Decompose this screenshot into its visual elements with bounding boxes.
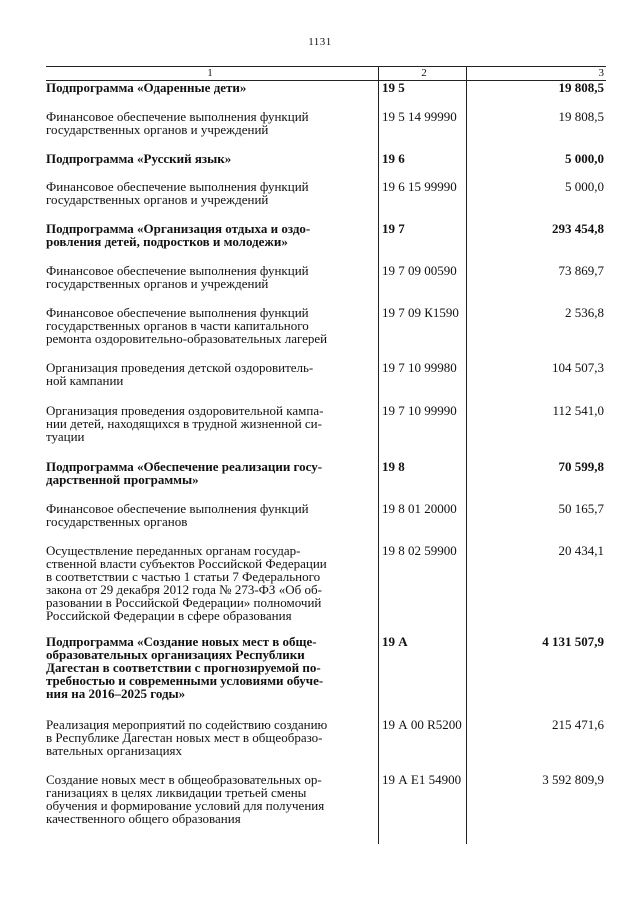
row-amount: 70 599,8: [558, 459, 604, 474]
row-amount: 3 592 809,9: [542, 772, 604, 787]
row-amount: 112 541,0: [552, 403, 604, 418]
column-divider: [466, 66, 467, 844]
budget-table: [46, 66, 606, 826]
row-amount: 73 869,7: [558, 263, 604, 278]
row-amount: 215 471,6: [552, 717, 604, 732]
table-row: [46, 264, 606, 290]
row-code: 19 А Е1 54900: [382, 772, 462, 787]
table-row: [46, 502, 606, 528]
row-code: 19 7 10 99980: [382, 360, 457, 375]
row-code: 19 А: [382, 634, 408, 649]
row-code: 19 5: [382, 80, 405, 95]
column-header-3: 3: [598, 67, 604, 79]
row-code: 19 6 15 99990: [382, 179, 457, 194]
row-amount: 5 000,0: [565, 179, 604, 194]
row-amount: 19 808,5: [558, 109, 604, 124]
table-row: [46, 110, 606, 136]
row-code: 19 7 10 99990: [382, 403, 457, 418]
row-label: Реализация мероприятий по содействию созданию в Республике Дагестан новых мест в общеобразо- вательных организациях: [46, 717, 328, 758]
table-row: [46, 460, 606, 486]
row-label: Осуществление переданных органам государ- ственной власти субъектов Российской Федерации в соответствии с частью 1 статьи 7 Федерального закона от 29 декабря 2012 года № 273-ФЗ «Об об- разовании в Российской Федерации» полномочий Российской Федерации в сфере образования: [46, 543, 327, 623]
row-code: 19 5 14 99990: [382, 109, 457, 124]
row-code: 19 8 01 20000: [382, 501, 457, 516]
row-label: Подпрограмма «Организация отдыха и оздо- ровления детей, подростков и молодежи»: [46, 221, 311, 249]
table-row: [46, 544, 606, 622]
row-label: Подпрограмма «Одаренные дети»: [46, 80, 247, 95]
row-label: Организация проведения оздоровительной кампа- нии детей, находящихся в трудной жизненной си- туации: [46, 403, 324, 444]
row-code: 19 7 09 К1590: [382, 305, 459, 320]
table-row: [46, 306, 606, 345]
table-row: [46, 180, 606, 206]
row-amount: 5 000,0: [565, 151, 604, 166]
page-number: 1131: [308, 36, 332, 48]
table-row: [46, 361, 606, 387]
row-amount: 50 165,7: [558, 501, 604, 516]
row-code: 19 8 02 59900: [382, 543, 457, 558]
row-code: 19 8: [382, 459, 405, 474]
row-code: 19 7 09 00590: [382, 263, 457, 278]
column-divider: [378, 66, 379, 844]
column-header-1: 1: [207, 67, 213, 79]
row-label: Финансовое обеспечение выполнения функций государственных органов в части капитального ремонта оздоровительно-образовательных лагерей: [46, 305, 328, 346]
table-row: [46, 152, 606, 165]
table-row: [46, 404, 606, 443]
row-code: 19 А 00 R5200: [382, 717, 462, 732]
row-label: Организация проведения детской оздоровитель- ной кампании: [46, 360, 314, 388]
row-label: Подпрограмма «Обеспечение реализации госу- дарственной программы»: [46, 459, 323, 487]
table-row: [46, 718, 606, 757]
row-amount: 104 507,3: [552, 360, 604, 375]
row-label: Финансовое обеспечение выполнения функций государственных органов и учреждений: [46, 109, 309, 137]
row-amount: 4 131 507,9: [542, 634, 604, 649]
table-header-row: [46, 66, 606, 81]
row-amount: 19 808,5: [558, 80, 604, 95]
column-header-2: 2: [421, 67, 427, 79]
row-amount: 2 536,8: [565, 305, 604, 320]
row-label: Подпрограмма «Создание новых мест в обще- образовательных организациях Республики Дагестан в соответствии с прогнозируемой по- требностью и современными условиями обуче- ния на 2016–2025 годы»: [46, 634, 324, 701]
row-label: Создание новых мест в общеобразовательных ор- ганизациях в целях ликвидации третьей смены обучения и формирование условий для получения качественного общего образования: [46, 772, 325, 826]
table-row: [46, 222, 606, 248]
row-amount: 20 434,1: [558, 543, 604, 558]
row-label: Финансовое обеспечение выполнения функций государственных органов: [46, 501, 309, 529]
row-label: Финансовое обеспечение выполнения функций государственных органов и учреждений: [46, 263, 309, 291]
row-code: 19 6: [382, 151, 405, 166]
row-label: Финансовое обеспечение выполнения функций государственных органов и учреждений: [46, 179, 309, 207]
table-row: [46, 635, 606, 700]
row-amount: 293 454,8: [552, 221, 604, 236]
row-code: 19 7: [382, 221, 405, 236]
table-row: [46, 773, 606, 825]
row-label: Подпрограмма «Русский язык»: [46, 151, 232, 166]
table-row: [46, 81, 606, 94]
